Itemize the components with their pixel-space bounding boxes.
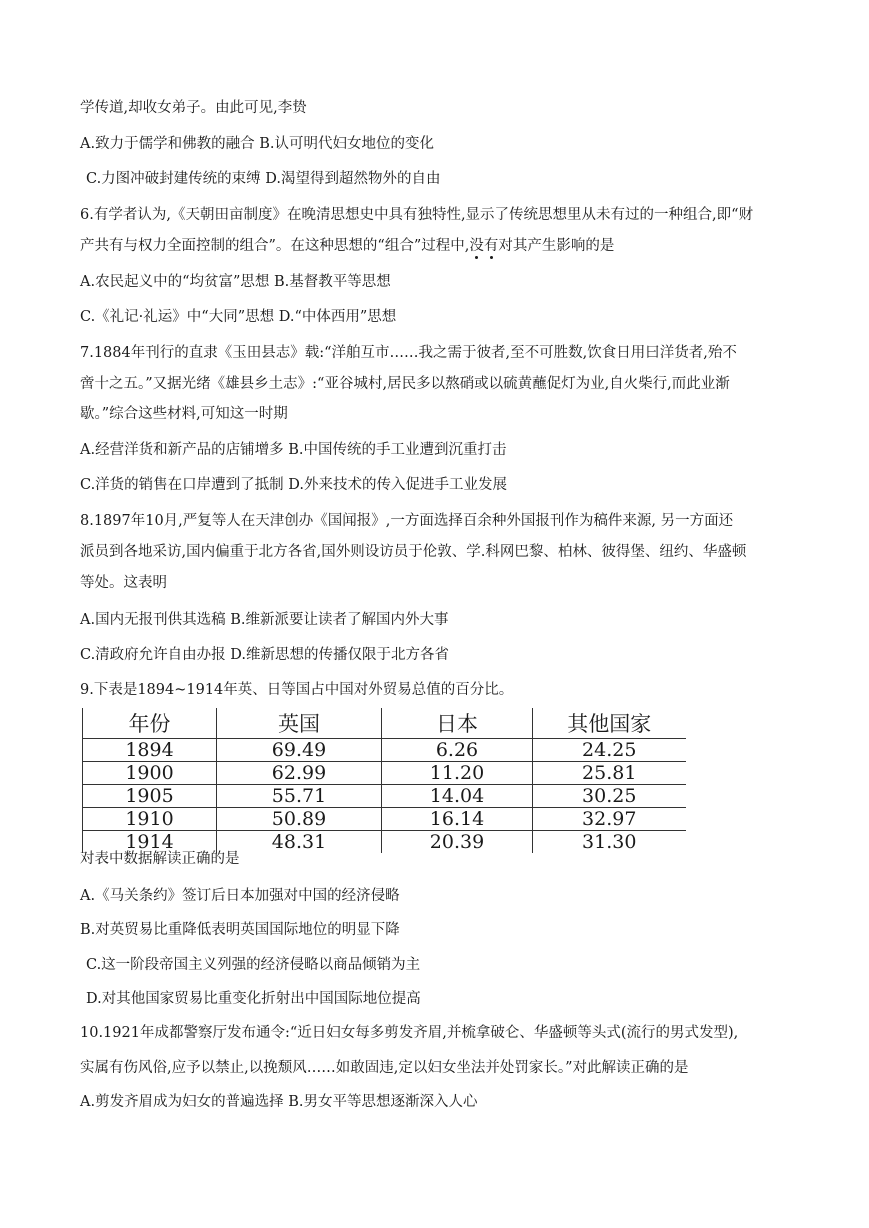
table-row — [83, 762, 686, 785]
q6-stem-line2 — [80, 236, 800, 256]
q8-options-ab: A.国内无报刊供其选稿 B.维新派要让读者了解国内外大事 — [80, 612, 449, 628]
table-row — [83, 739, 686, 762]
emphasis-char-2: 有 — [483, 238, 499, 254]
table-cell: 20.39 — [382, 831, 533, 854]
table-cell: 69.49 — [217, 739, 382, 762]
table-header-cell: 英国 — [217, 708, 382, 739]
q9-option-b: B.对英贸易比重降低表明英国国际地位的明显下降 — [80, 922, 400, 938]
table-cell: 14.04 — [382, 785, 533, 808]
table-cell: 6.26 — [382, 739, 533, 762]
table-cell: 24.25 — [533, 739, 686, 762]
table-header-cell: 日本 — [382, 708, 533, 739]
q5-options-ab: A.致力于儒学和佛教的融合 B.认可明代妇女地位的变化 — [80, 136, 434, 152]
trade-share-table — [82, 708, 686, 853]
q9-question: 对表中数据解读正确的是 — [80, 851, 240, 867]
q8-options-cd: C.清政府允许自由办报 D.维新思想的传播仅限于北方各省 — [80, 647, 450, 663]
q9-option-d: D.对其他国家贸易比重变化折射出中国国际地位提高 — [86, 991, 421, 1007]
table-cell: 31.30 — [533, 831, 686, 854]
q9-stem: 9.下表是1894~1914年英、日等国占中国对外贸易总值的百分比。 — [80, 682, 514, 698]
table-cell: 30.25 — [533, 785, 686, 808]
table-cell: 50.89 — [217, 808, 382, 831]
q8-stem-line3: 等处。这表明 — [80, 575, 167, 591]
q7-options-cd: C.洋货的销售在口岸遭到了抵制 D.外来技术的传入促进手工业发展 — [80, 477, 508, 493]
table-cell: 55.71 — [217, 785, 382, 808]
table-cell: 48.31 — [217, 831, 382, 854]
table-cell: 1905 — [83, 785, 217, 808]
table-header-cell: 年份 — [83, 708, 217, 739]
table-row — [83, 785, 686, 808]
q7-stem-line1: 7.1884年刊行的直隶《玉田县志》载:“洋舶互市……我之需于彼者,至不可胜数,饮食日用曰洋货者,殆不 — [80, 345, 737, 361]
table-row — [83, 808, 686, 831]
emphasis-char-1: 没 — [469, 238, 484, 254]
table-cell: 1900 — [83, 762, 217, 785]
table-cell: 1894 — [83, 739, 217, 762]
table-header-row — [83, 708, 686, 739]
table-header-cell: 其他国家 — [533, 708, 686, 739]
q6-stem-line1: 6.有学者认为,《天朝田亩制度》在晚清思想史中具有独特性,显示了传统思想里从未有过的一种组合,即“财 — [80, 207, 754, 223]
q10-stem-line1: 10.1921年成都警察厅发布通令:“近日妇女每多剪发齐眉,并梳拿破仑、华盛顿等头式(流行的男式发型), — [80, 1025, 739, 1041]
table-cell: 62.99 — [217, 762, 382, 785]
q6-stem-line2-end: 对其产生影响的是 — [498, 238, 615, 254]
q10-stem-line2: 实属有伤风俗,应予以禁止,以挽颓风……如敢固违,定以妇女坐法并处罚家长。”对此解读正确的是 — [80, 1060, 689, 1076]
q5-stem-end: 学传道,却收女弟子。由此可见,李贽 — [80, 100, 307, 116]
q7-stem-line2: 啻十之五。”又据光绪《雄县乡土志》:“亚谷城村,居民多以熬硝或以硫黄蘸促灯为业,自火柴行,而此业渐 — [80, 376, 730, 392]
q8-stem-line2: 派员到各地采访,国内偏重于北方各省,国外则设访员于伦敦、学.科网巴黎、柏林、彼得堡、纽约、华盛顿 — [80, 544, 747, 560]
q10-options-ab: A.剪发齐眉成为妇女的普遍选择 B.男女平等思想逐渐深入人心 — [80, 1094, 478, 1110]
q6-options-cd: C.《礼记·礼运》中“大同”思想 D.“中体西用”思想 — [80, 309, 397, 325]
table-cell: 16.14 — [382, 808, 533, 831]
q6-stem-line2-start: 产共有与权力全面控制的组合”。在这种思想的“组合”过程中, — [80, 238, 470, 254]
q5-options-cd: C.力图冲破封建传统的束缚 D.渴望得到超然物外的自由 — [86, 171, 441, 187]
q9-option-c: C.这一阶段帝国主义列强的经济侵略以商品倾销为主 — [86, 957, 421, 973]
q6-options-ab: A.农民起义中的“均贫富”思想 B.基督教平等思想 — [80, 274, 391, 290]
table-cell: 11.20 — [382, 762, 533, 785]
q8-stem-line1: 8.1897年10月,严复等人在天津创办《国闻报》,一方面选择百余种外国报刊作为稿件来源, 另一方面还 — [80, 513, 734, 529]
table-cell: 1914 — [83, 831, 217, 854]
table-cell: 25.81 — [533, 762, 686, 785]
q7-stem-line3: 歇。”综合这些材料,可知这一时期 — [80, 406, 288, 422]
q9-option-a: A.《马关条约》签订后日本加强对中国的经济侵略 — [80, 888, 400, 904]
table-cell: 32.97 — [533, 808, 686, 831]
table-cell: 1910 — [83, 808, 217, 831]
q7-options-ab: A.经营洋货和新产品的店铺增多 B.中国传统的手工业遭到沉重打击 — [80, 442, 507, 458]
